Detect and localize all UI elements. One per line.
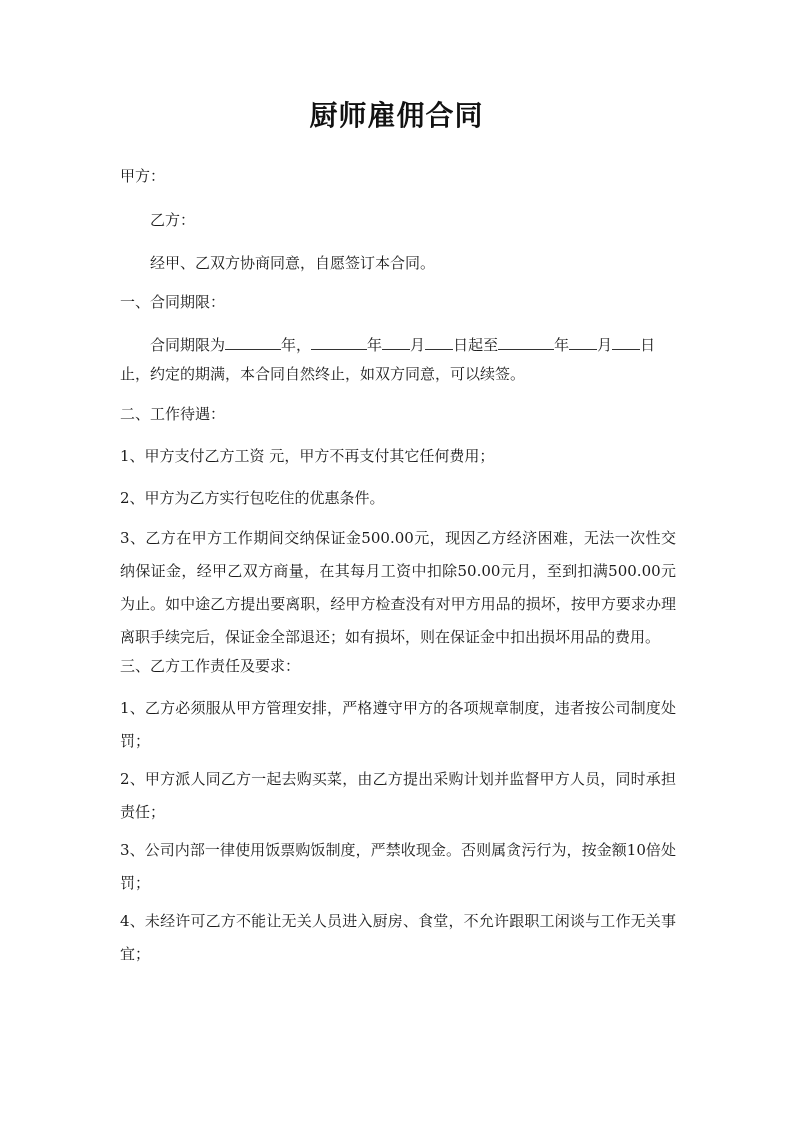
blank-field xyxy=(225,334,281,350)
section3-item-3: 3、公司内部一律使用饭票购饭制度，严禁收现金。否则属贪污行为，按金额10倍处罚； xyxy=(120,841,676,892)
section3-item-1: 1、乙方必须服从甲方管理安排，严格遵守甲方的各项规章制度，违者按公司制度处罚； xyxy=(120,699,676,750)
section2-item-3: 3、乙方在甲方工作期间交纳保证金500.00元，现因乙方经济困难，无法一次性交纳保证金，经甲乙双方商量，在其每月工资中扣除50.00元月，至到扣满500.00元为止。如中途乙方提出要离职，经甲方检查没有对甲方用品的损坏，按甲方要求办理离职手续完后，保证金全部退还；如有损坏，则在保证金中扣出损坏用品的费用。 xyxy=(120,529,676,646)
blank-field xyxy=(569,334,597,350)
party-a-label: 甲方： xyxy=(120,167,166,185)
section1-heading: 一、合同期限： xyxy=(120,293,226,311)
term-text: 月 xyxy=(597,336,613,354)
blank-field xyxy=(425,334,453,350)
section3-heading: 三、乙方工作责任及要求： xyxy=(120,657,301,675)
section3-item-4: 4、未经许可乙方不能让无关人员进入厨房、食堂，不允许跟职工闲谈与工作无关事宜； xyxy=(120,912,676,963)
section2-heading: 二、工作待遇： xyxy=(120,405,226,423)
contract-term-tail: 止，约定的期满，本合同自然终止，如双方同意，可以续签。 xyxy=(120,365,526,383)
blank-field xyxy=(382,334,410,350)
term-text: 日起至 xyxy=(453,336,499,354)
term-text: 年 xyxy=(367,336,383,354)
section3-item-2: 2、甲方派人同乙方一起去购买菜，由乙方提出采购计划并监督甲方人员，同时承担责任； xyxy=(120,770,676,821)
blank-field xyxy=(498,334,554,350)
blank-field xyxy=(311,334,367,350)
term-text: 合同期限为 xyxy=(150,336,226,354)
blank-field xyxy=(612,334,640,350)
term-text: 年 xyxy=(554,336,570,354)
document-title: 厨师雇佣合同 xyxy=(309,99,484,132)
term-text: 日 xyxy=(640,336,656,354)
intro-text: 经甲、乙双方协商同意，自愿签订本合同。 xyxy=(150,254,436,272)
section2-item-1: 1、甲方支付乙方工资 元，甲方不再支付其它任何费用； xyxy=(120,447,495,465)
term-text: 年， xyxy=(281,336,312,354)
contract-term-line xyxy=(150,334,706,355)
section2-item-2: 2、甲方为乙方实行包吃住的优惠条件。 xyxy=(120,489,385,507)
party-b-label: 乙方： xyxy=(150,211,196,229)
term-text: 月 xyxy=(410,336,426,354)
